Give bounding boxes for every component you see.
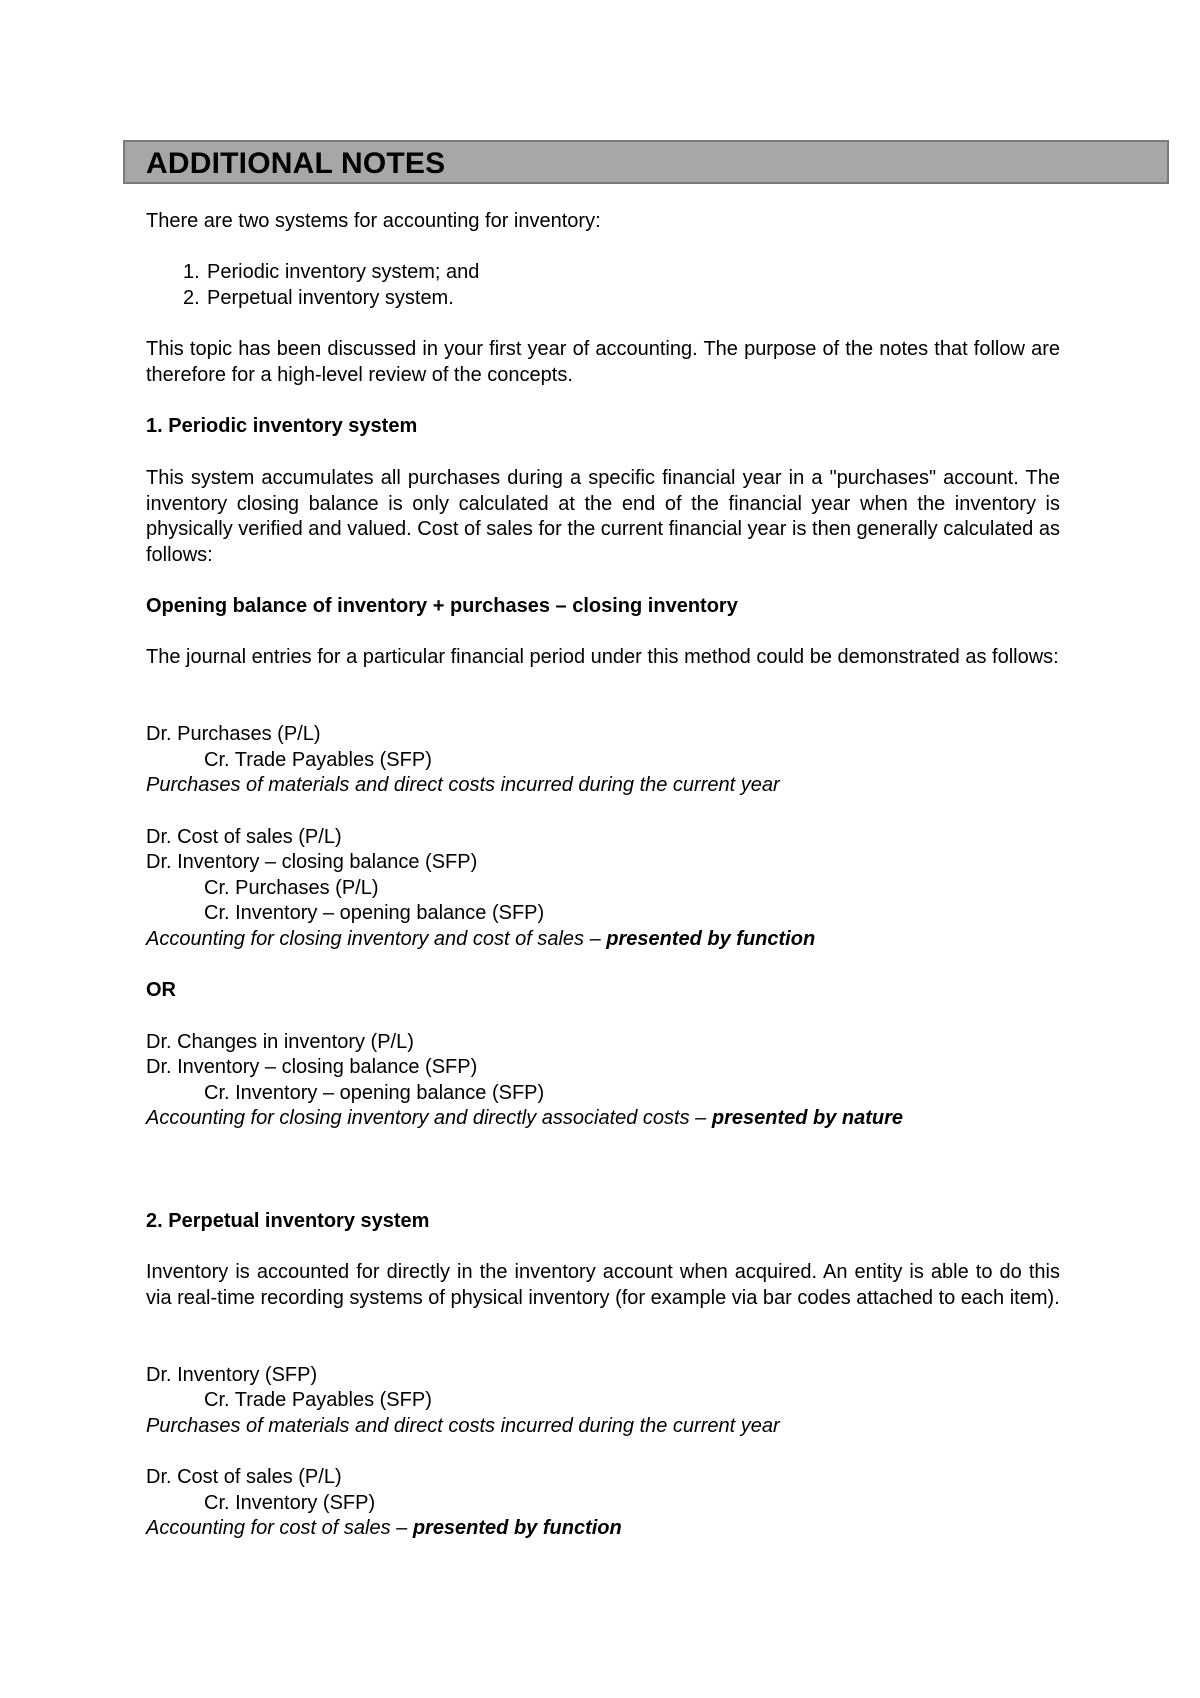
periodic-paragraph: This system accumulates all purchases during a specific financial year in a "purchases" account. The inventory closing balance is only calculated at the end of the financial year when the inventory is physically verified and valued. Cost of sales for the current financial year is then generally calculated as follows: xyxy=(146,467,1060,566)
journal-credit-line: Cr. Trade Payables (SFP) xyxy=(204,749,432,771)
journal-debit-line: Dr. Inventory – closing balance (SFP) xyxy=(146,851,478,873)
journal-credit-line: Cr. Inventory (SFP) xyxy=(204,1492,376,1514)
topic-paragraph: This topic has been discussed in your first year of accounting. The purpose of the notes that follow are therefore for a high-level review of the concepts. xyxy=(146,338,1060,386)
journal-credit-line: Cr. Inventory – opening balance (SFP) xyxy=(204,1082,545,1104)
list-item-text: Periodic inventory system; and xyxy=(207,261,480,283)
journal-narration: Purchases of materials and direct costs incurred during the current year xyxy=(146,774,780,796)
perpetual-paragraph: Inventory is accounted for directly in the inventory account when acquired. An entity is able to do this via real-time recording systems of physical inventory (for example via bar codes attached to each item). xyxy=(146,1261,1060,1309)
journal-debit-line: Dr. Cost of sales (P/L) xyxy=(146,826,342,848)
cost-of-sales-formula: Opening balance of inventory + purchases – closing inventory xyxy=(146,595,738,617)
section-heading: ADDITIONAL NOTES xyxy=(146,147,446,180)
list-item-number: 2. xyxy=(183,287,200,309)
journal-narration xyxy=(146,1516,622,1542)
journal-narration xyxy=(146,1106,903,1132)
periodic-title: 1. Periodic inventory system xyxy=(146,415,418,437)
journal-credit-line: Cr. Purchases (P/L) xyxy=(204,877,379,899)
journal-narration: Purchases of materials and direct costs incurred during the current year xyxy=(146,1415,780,1437)
list-item-number: 1. xyxy=(183,261,200,283)
journal-debit-line: Dr. Cost of sales (P/L) xyxy=(146,1466,342,1488)
narration-italic: Accounting for closing inventory and cost of sales – xyxy=(146,928,607,950)
journal-credit-line: Cr. Inventory – opening balance (SFP) xyxy=(204,902,545,924)
narration-bold: presented by function xyxy=(412,1517,622,1539)
journal-debit-line: Dr. Inventory – closing balance (SFP) xyxy=(146,1056,478,1078)
journal-intro: The journal entries for a particular financial period under this method could be demonstrated as follows: xyxy=(146,646,1059,668)
journal-debit-line: Dr. Changes in inventory (P/L) xyxy=(146,1031,414,1053)
narration-italic: Accounting for cost of sales – xyxy=(146,1517,413,1539)
narration-italic: Accounting for closing inventory and directly associated costs – xyxy=(146,1107,712,1129)
journal-narration xyxy=(146,927,815,953)
section-heading-bar xyxy=(123,140,1169,184)
narration-bold: presented by function xyxy=(606,928,816,950)
journal-debit-line: Dr. Inventory (SFP) xyxy=(146,1364,318,1386)
journal-debit-line: Dr. Purchases (P/L) xyxy=(146,723,321,745)
list-item-text: Perpetual inventory system. xyxy=(207,287,454,309)
journal-credit-line: Cr. Trade Payables (SFP) xyxy=(204,1389,432,1411)
list-item xyxy=(183,286,454,312)
narration-bold: presented by nature xyxy=(711,1107,904,1129)
list-item xyxy=(183,260,479,286)
perpetual-title: 2. Perpetual inventory system xyxy=(146,1210,430,1232)
intro-text: There are two systems for accounting for inventory: xyxy=(146,210,601,232)
or-label: OR xyxy=(146,979,176,1001)
